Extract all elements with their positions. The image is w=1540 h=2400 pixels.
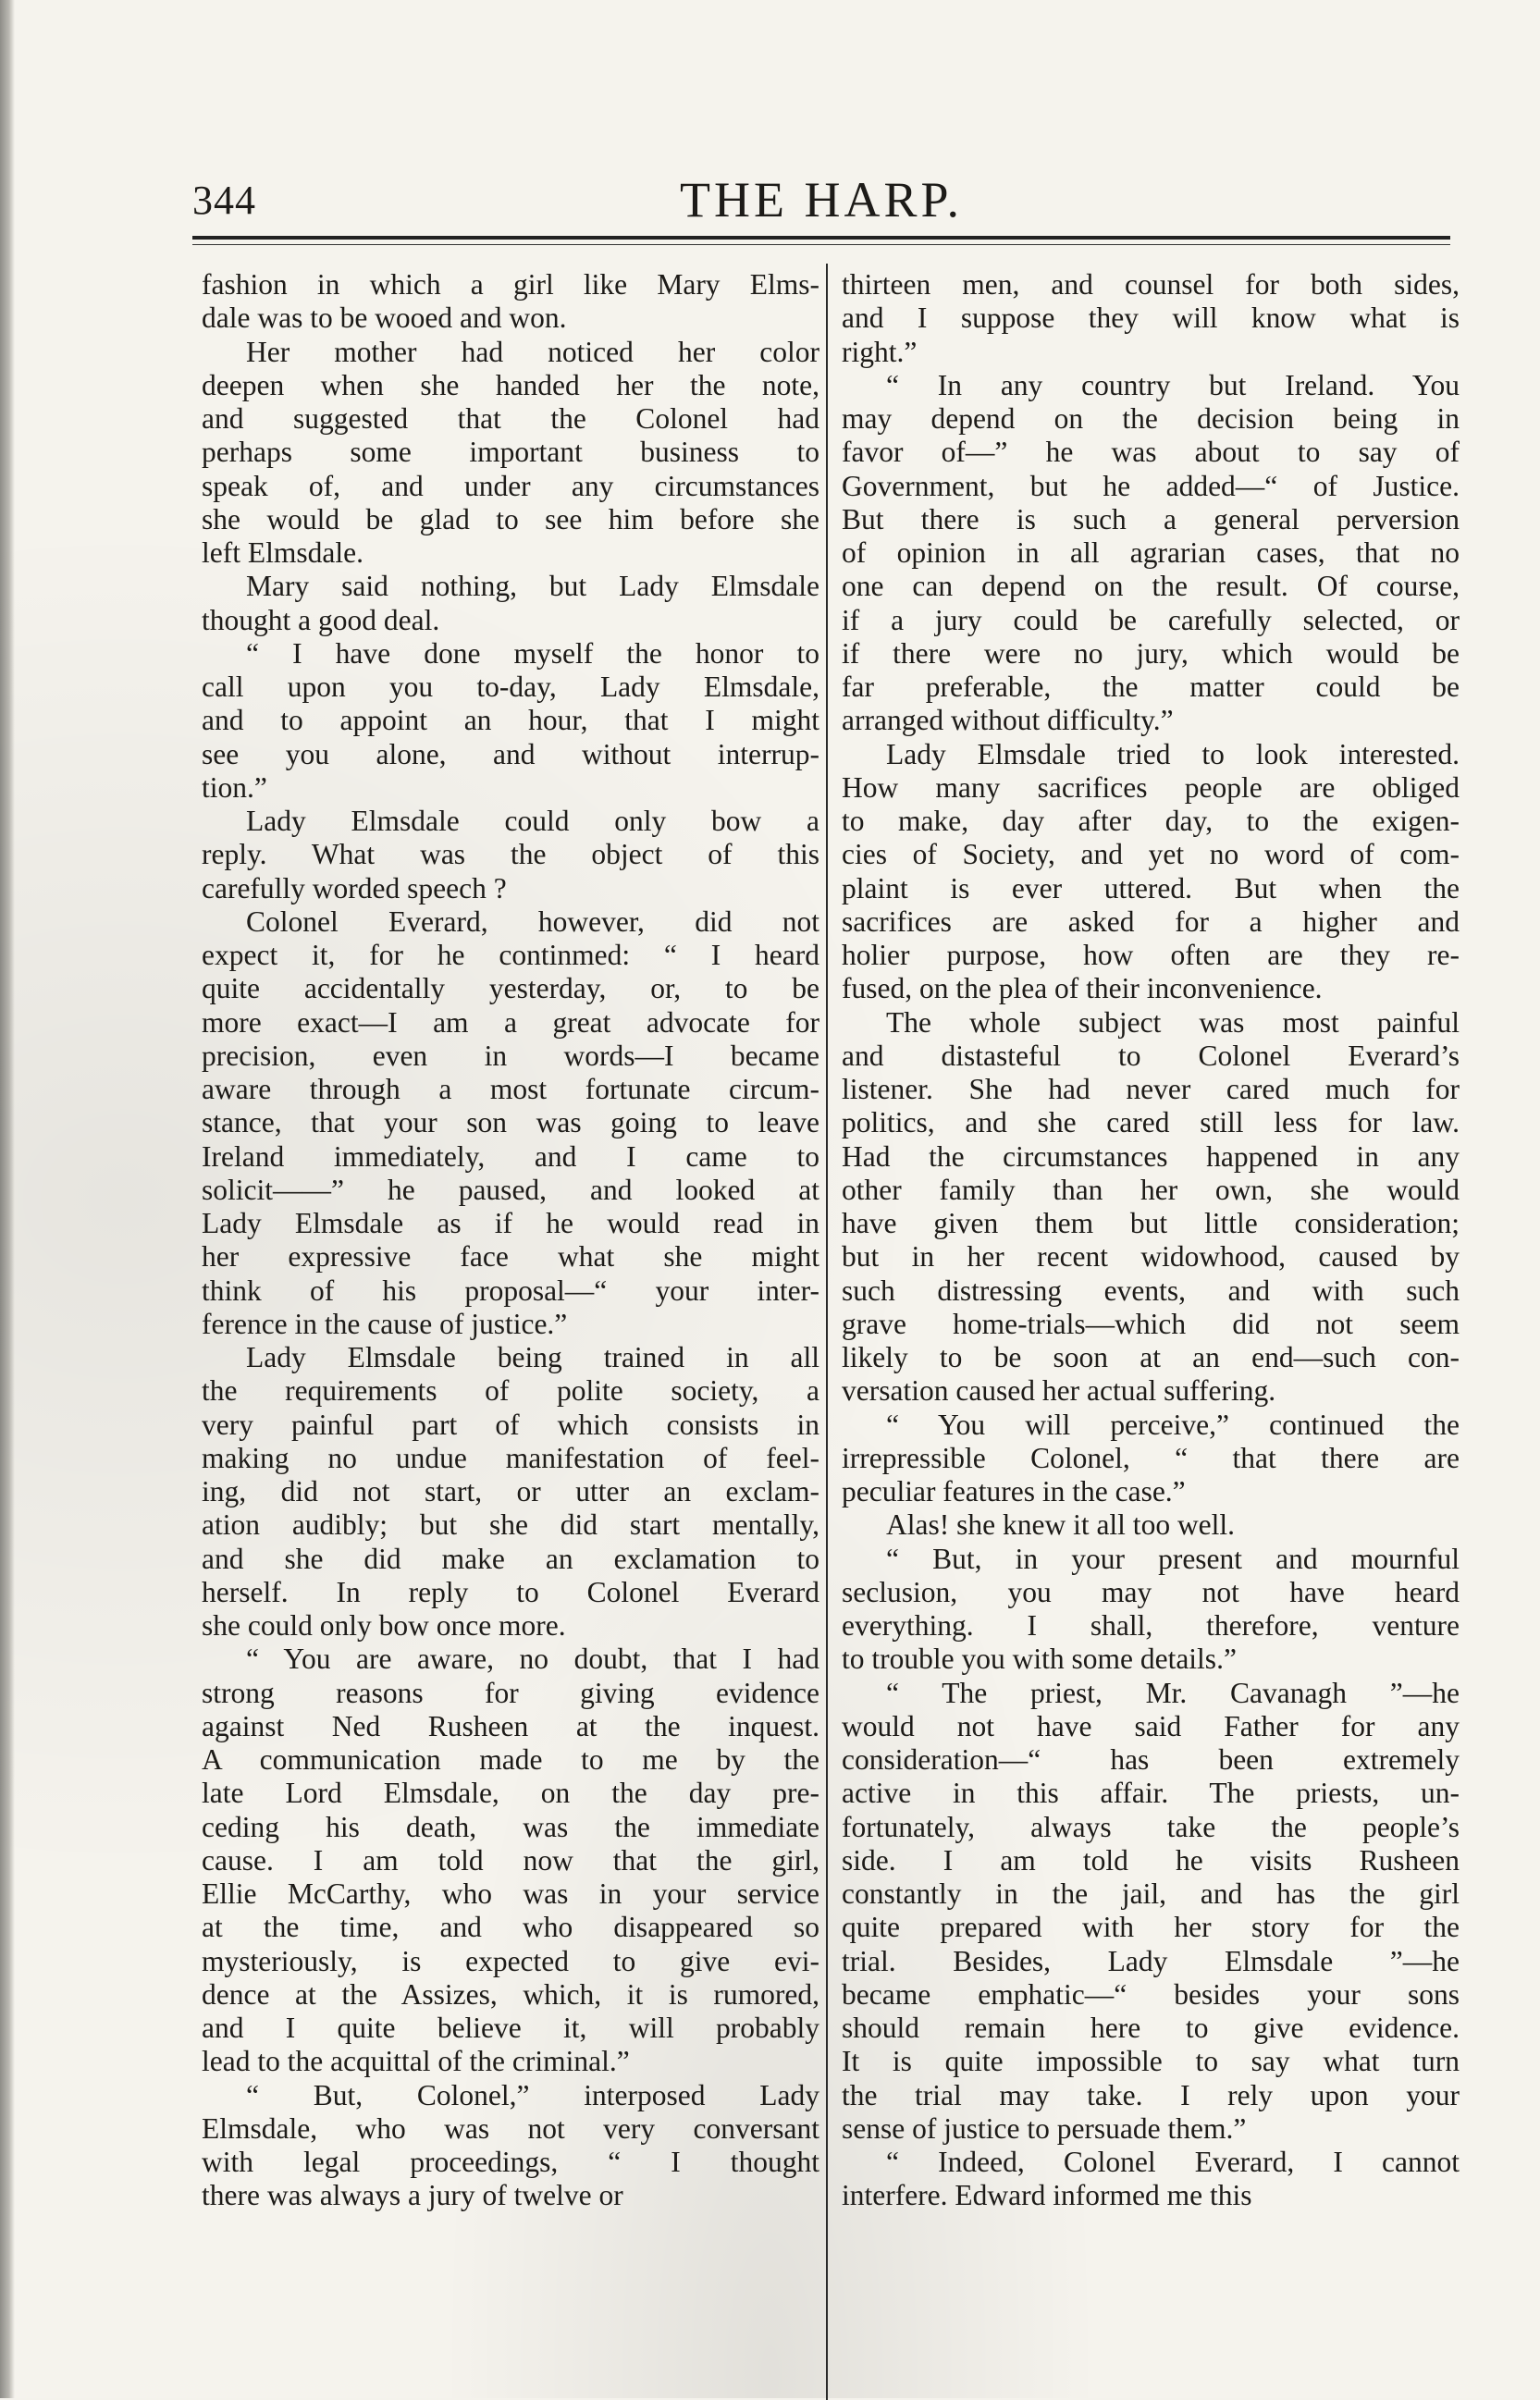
paragraph — [842, 738, 1460, 1006]
text-line: sacrifices are asked for a higher and — [842, 905, 1460, 938]
text-line: trial. Besides, Lady Elmsdale ”—he — [842, 1944, 1460, 1977]
text-line: “ Indeed, Colonel Everard, I cannot — [886, 2146, 1460, 2178]
text-line: “ But, Colonel,” interposed Lady — [246, 2078, 819, 2111]
text-line: constantly in the jail, and has the girl — [842, 1877, 1460, 1910]
text-line: How many sacrifices people are obliged — [842, 770, 1460, 804]
text-line: right.” — [842, 335, 918, 368]
column-divider — [826, 264, 828, 2400]
text-line: very painful part of which consists in — [202, 1408, 819, 1441]
text-line: and I suppose they will know what is — [842, 302, 1460, 335]
paragraph — [842, 1409, 1460, 1509]
paragraph — [842, 2146, 1460, 2213]
right-column — [842, 268, 1460, 2213]
text-line: Mary said nothing, but Lady Elmsdale — [246, 570, 819, 603]
paragraph — [202, 268, 819, 336]
text-line: cause. I am told now that the girl, — [202, 1843, 819, 1877]
text-line: thirteen men, and counsel for both sides, — [842, 268, 1460, 301]
running-title: THE HARP. — [679, 172, 964, 228]
text-line: quite prepared with her story for the — [842, 1911, 1460, 1944]
text-line: such distressing events, and with such — [842, 1274, 1460, 1307]
text-line: have given them but little consideration; — [842, 1207, 1460, 1239]
text-line: mysteriously, is expected to give evi- — [202, 1944, 819, 1977]
text-line: ference in the cause of justice.” — [202, 1307, 568, 1340]
text-line: fashion in which a girl like Mary Elms- — [202, 268, 819, 301]
text-line: cies of Society, and yet no word of com- — [842, 838, 1460, 871]
text-line: one can depend on the result. Of course, — [842, 570, 1460, 603]
text-line: seclusion, you may not have heard — [842, 1575, 1460, 1608]
text-line: became emphatic—“ besides your sons — [842, 1977, 1460, 2011]
text-line: Colonel Everard, however, did not — [246, 905, 819, 938]
text-line: to trouble you with some details.” — [842, 1643, 1237, 1676]
paragraph — [202, 2079, 819, 2213]
text-line: at the time, and who disappeared so — [202, 1911, 819, 1944]
paragraph — [202, 570, 819, 637]
text-line: solicit——” he paused, and looked at — [202, 1173, 819, 1206]
paragraph — [202, 905, 819, 1341]
text-line: thought a good deal. — [202, 603, 440, 636]
text-line: “ You are aware, no doubt, that I had — [246, 1643, 819, 1676]
text-line: but in her recent widowhood, caused by — [842, 1240, 1460, 1274]
header-rule — [192, 236, 1450, 240]
text-line: versation caused her actual suffering. — [842, 1374, 1276, 1408]
text-line: perhaps some important business to — [202, 436, 819, 469]
text-line: likely to be soon at an end—such con- — [842, 1341, 1460, 1373]
text-line: stance, that your son was going to leave — [202, 1106, 819, 1139]
text-line: “ You will perceive,” continued the — [886, 1408, 1460, 1441]
text-line: Had the circumstances happened in any — [842, 1139, 1460, 1173]
text-line: think of his proposal—“ your inter- — [202, 1274, 819, 1307]
text-line: Alas! she knew it all too well. — [886, 1508, 1236, 1542]
text-line: ing, did not start, or utter an exclam- — [202, 1475, 819, 1508]
text-line: Ellie McCarthy, who was in your service — [202, 1877, 819, 1910]
text-line: ation audibly; but she did start mentally, — [202, 1508, 819, 1542]
text-line: holier purpose, how often are they re- — [842, 939, 1460, 971]
text-line: plaint is ever uttered. But when the — [842, 871, 1460, 905]
text-line: far preferable, the matter could be — [842, 671, 1460, 703]
text-line: “ In any country but Ireland. You — [886, 368, 1460, 401]
text-line: call upon you to-day, Lady Elmsdale, — [202, 671, 819, 703]
text-line: favor of—” he was about to say of — [842, 436, 1460, 469]
text-line: sense of justice to persuade them.” — [842, 2111, 1247, 2145]
text-line: the trial may take. I rely upon your — [842, 2078, 1460, 2111]
text-line: to make, day after day, to the exigen- — [842, 805, 1460, 837]
text-line: the requirements of polite society, a — [202, 1374, 819, 1408]
text-line: Government, but he added—“ of Justice. — [842, 469, 1460, 502]
text-line: if there were no jury, which would be — [842, 636, 1460, 670]
text-line: dence at the Assizes, which, it is rumored, — [202, 1977, 819, 2011]
text-line: making no undue manifestation of feel- — [202, 1441, 819, 1474]
text-line: Her mother had noticed her color — [246, 335, 819, 368]
page-header — [192, 171, 1450, 227]
text-line: of opinion in all agrarian cases, that no — [842, 536, 1460, 569]
text-line: tion.” — [202, 770, 267, 804]
text-line: left Elmsdale. — [202, 536, 363, 569]
text-line: late Lord Elmsdale, on the day pre- — [202, 1777, 819, 1810]
text-line: active in this affair. The priests, un- — [842, 1777, 1460, 1810]
text-line: expect it, for he continmed: “ I heard — [202, 939, 819, 971]
text-line: fused, on the plea of their inconvenience. — [842, 972, 1323, 1005]
text-line: Lady Elmsdale tried to look interested. — [886, 737, 1460, 770]
left-column — [202, 268, 819, 2213]
text-line: politics, and she cared still less for law. — [842, 1106, 1460, 1139]
paragraph — [842, 268, 1460, 369]
text-line: and suggested that the Colonel had — [202, 402, 819, 435]
paragraph — [842, 1543, 1460, 1677]
text-line: ceding his death, was the immediate — [202, 1810, 819, 1843]
text-line: interfere. Edward informed me this — [842, 2179, 1252, 2212]
paragraph — [202, 805, 819, 905]
text-line: lead to the acquittal of the criminal.” — [202, 2045, 630, 2078]
text-line: see you alone, and without interrup- — [202, 737, 819, 770]
binding-edge — [0, 0, 15, 2398]
text-line: would not have said Father for any — [842, 1709, 1460, 1742]
text-line: deepen when she handed her the note, — [202, 368, 819, 401]
text-line: “ But, in your present and mournful — [886, 1542, 1460, 1575]
text-line: peculiar features in the case.” — [842, 1475, 1186, 1508]
text-line: Elmsdale, who was not very conversant — [202, 2111, 819, 2145]
text-line: and I quite believe it, will probably — [202, 2012, 819, 2044]
text-line: she could only bow once more. — [202, 1609, 566, 1642]
text-line: herself. In reply to Colonel Everard — [202, 1575, 819, 1608]
text-line: more exact—I am a great advocate for — [202, 1005, 819, 1039]
text-line: speak of, and under any circumstances — [202, 469, 819, 502]
text-line: Ireland immediately, and I came to — [202, 1139, 819, 1173]
paragraph — [202, 1341, 819, 1643]
paragraph — [842, 1677, 1460, 2147]
text-line: should remain here to give evidence. — [842, 2012, 1460, 2044]
text-line: other family than her own, she would — [842, 1173, 1460, 1206]
paragraph — [202, 336, 819, 571]
text-line: with legal proceedings, “ I thought — [202, 2146, 819, 2178]
text-line: “ I have done myself the honor to — [246, 636, 819, 670]
text-line: everything. I shall, therefore, venture — [842, 1609, 1460, 1642]
text-line: if a jury could be carefully selected, or — [842, 603, 1460, 636]
paragraph — [202, 1643, 819, 2078]
text-line: she would be glad to see him before she — [202, 502, 819, 535]
text-line: against Ned Rusheen at the inquest. — [202, 1709, 819, 1742]
text-line: quite accidentally yesterday, or, to be — [202, 972, 819, 1005]
paragraph — [842, 369, 1460, 738]
text-line: side. I am told he visits Rusheen — [842, 1843, 1460, 1877]
text-line: Lady Elmsdale being trained in all — [246, 1341, 819, 1373]
text-line: and distasteful to Colonel Everard’s — [842, 1039, 1460, 1072]
text-line: Lady Elmsdale as if he would read in — [202, 1207, 819, 1239]
page-number: 344 — [192, 178, 256, 223]
text-line: A communication made to me by the — [202, 1743, 819, 1776]
text-line: But there is such a general perversion — [842, 502, 1460, 535]
text-line: her expressive face what she might — [202, 1240, 819, 1274]
text-line: irrepressible Colonel, “ that there are — [842, 1441, 1460, 1474]
text-line: may depend on the decision being in — [842, 402, 1460, 435]
text-line: Lady Elmsdale could only bow a — [246, 805, 819, 837]
paragraph — [842, 1006, 1460, 1409]
header-rule-thin — [192, 244, 1450, 245]
text-line: carefully worded speech ? — [202, 871, 507, 905]
text-line: “ The priest, Mr. Cavanagh ”—he — [886, 1676, 1460, 1709]
text-line: reply. What was the object of this — [202, 838, 819, 871]
text-line: consideration—“ has been extremely — [842, 1743, 1460, 1776]
text-line: grave home-trials—which did not seem — [842, 1307, 1460, 1340]
text-line: strong reasons for giving evidence — [202, 1676, 819, 1709]
text-line: and to appoint an hour, that I might — [202, 704, 819, 737]
text-line: It is quite impossible to say what turn — [842, 2045, 1460, 2078]
text-line: precision, even in words—I became — [202, 1039, 819, 1072]
text-line: there was always a jury of twelve or — [202, 2179, 623, 2212]
text-line: aware through a most fortunate circum- — [202, 1073, 819, 1105]
text-line: and she did make an exclamation to — [202, 1542, 819, 1575]
paragraph — [202, 637, 819, 805]
text-line: The whole subject was most painful — [886, 1005, 1460, 1039]
text-line: dale was to be wooed and won. — [202, 302, 567, 335]
text-line: arranged without difficulty.” — [842, 704, 1174, 737]
paragraph — [842, 1508, 1460, 1542]
text-line: fortunately, always take the people’s — [842, 1810, 1460, 1843]
text-line: listener. She had never cared much for — [842, 1073, 1460, 1105]
